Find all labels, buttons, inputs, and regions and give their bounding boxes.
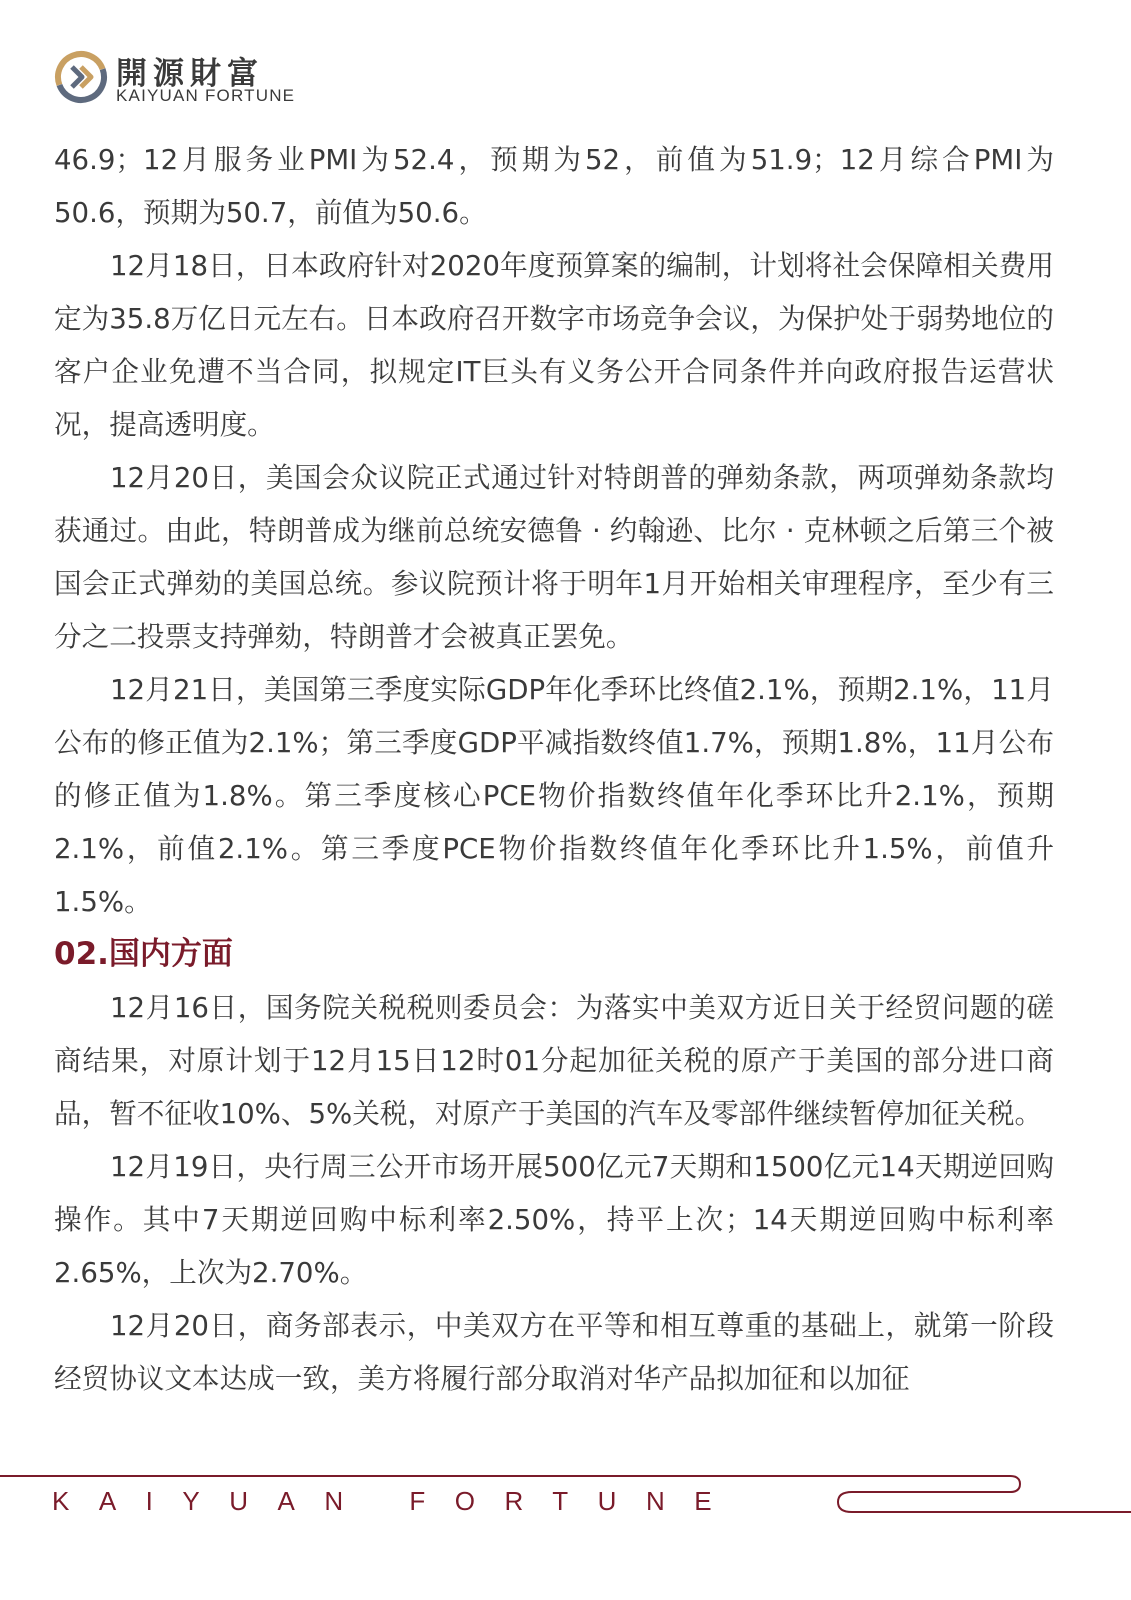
brand-name-en: KAIYUAN FORTUNE — [116, 86, 296, 105]
paragraph-japan-budget: 12月18日，日本政府针对2020年度预算案的编制，计划将社会保障相关费用定为35.8万亿日元左右。日本政府召开数字市场竞争会议，为保护处于弱势地位的客户企业免遭不当合同，拟规定IT巨头有义务公开合同条件并向政府报告运营状况，提高透明度。 — [54, 249, 1054, 441]
paragraph-us-gdp: 12月21日，美国第三季度实际GDP年化季环比终值2.1%，预期2.1%，11月公布的修正值为2.1%；第三季度GDP平减指数终值1.7%，预期1.8%，11月公布的修正值为1.8%。第三季度核心PCE物价指数终值年化季环比升2.1%，预期2.1%，前值2.1%。第三季度PCE物价指数终值年化季环比升1.5%，前值升1.5%。 — [54, 673, 1054, 918]
paragraph-tariff: 12月16日，国务院关税税则委员会：为落实中美双方近日关于经贸问题的磋商结果，对原计划于12月15日12时01分起加征关税的原产于美国的部分进口商品，暂不征收10%、5%关税，对原产于美国的汽车及零部件继续暂停加征关税。 — [54, 991, 1054, 1130]
section-title-domestic: 02.国内方面 — [54, 936, 233, 972]
paragraph-reverse-repo: 12月19日，央行周三公开市场开展500亿元7天期和1500亿元14天期逆回购操作。其中7天期逆回购中标利率2.50%，持平上次；14天期逆回购中标利率2.65%，上次为2.70%。 — [54, 1150, 1054, 1289]
paragraph-eu-pmi: 46.9；12月服务业PMI为52.4，预期为52，前值为51.9；12月综合PMI为50.6，预期为50.7，前值为50.6。 — [54, 143, 1054, 229]
footer-brand-text: KAIYUAN FORTUNE — [52, 1486, 742, 1516]
brand-name-cn: 開源財富 — [116, 56, 264, 92]
page-footer — [0, 1468, 1131, 1548]
article-body — [54, 133, 1054, 1405]
kaiyuan-logo-icon — [54, 50, 108, 104]
paragraph-us-impeachment: 12月20日，美国会众议院正式通过针对特朗普的弹劾条款，两项弹劾条款均获通过。由此，特朗普成为继前总统安德鲁 · 约翰逊、比尔 · 克林顿之后第三个被国会正式弹劾的美国总统。参议院预计将于明年1月开始相关审理程序，至少有三分之二投票支持弹劾，特朗普才会被真正罢免。 — [54, 461, 1054, 653]
paragraph-trade-agreement: 12月20日，商务部表示，中美双方在平等和相互尊重的基础上，就第一阶段经贸协议文本达成一致，美方将履行部分取消对华产品拟加征和以加征 — [54, 1309, 1054, 1395]
